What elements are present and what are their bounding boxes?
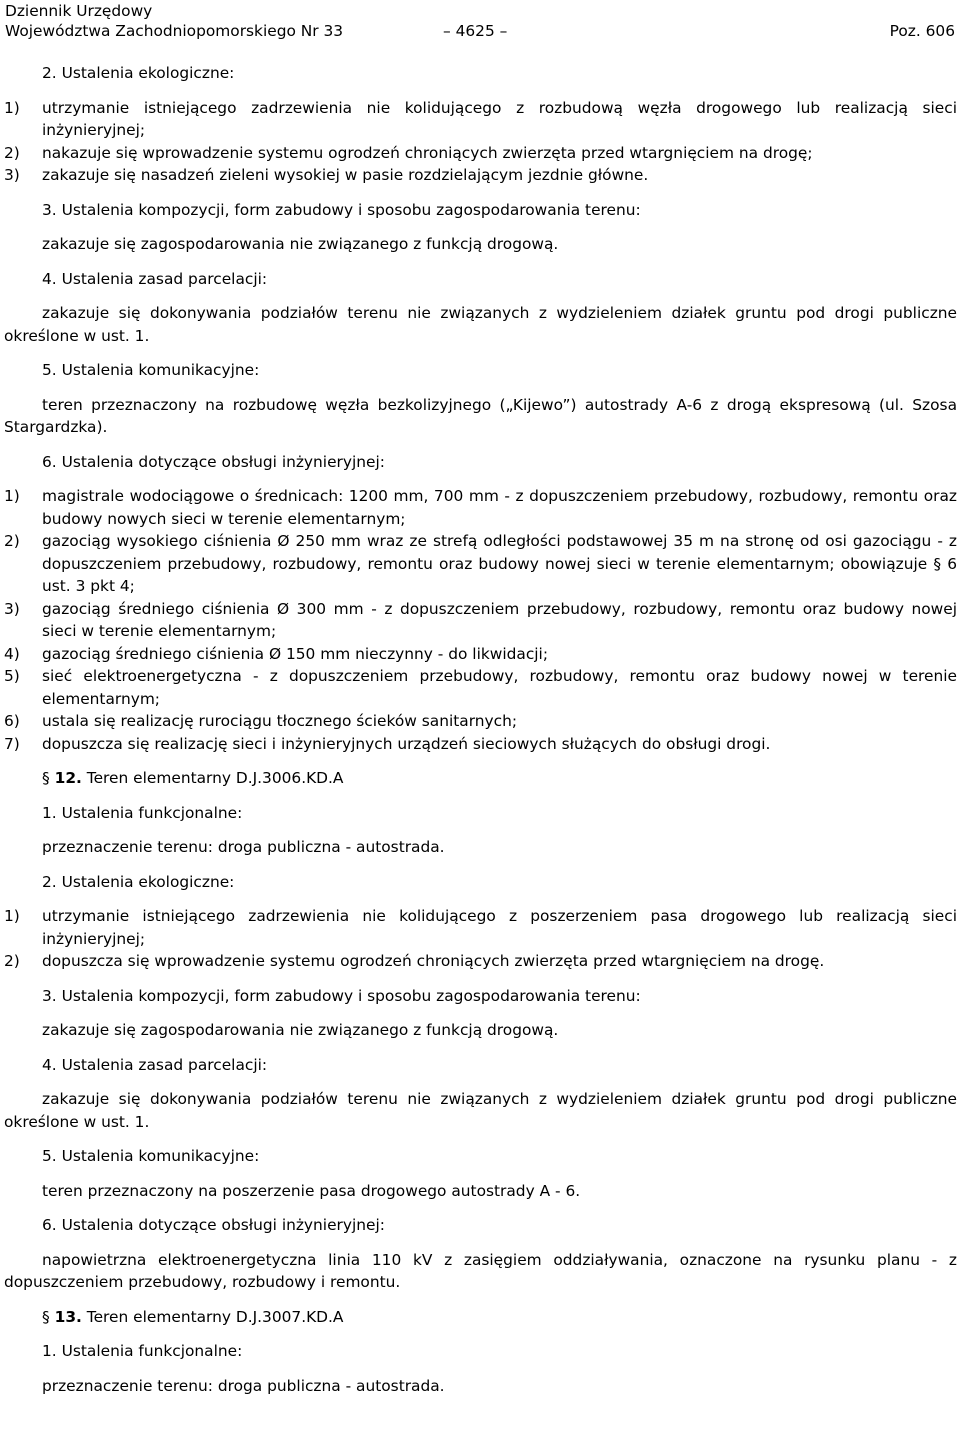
section-text: zakazuje się dokonywania podziałów terenu nie związanych z wydzieleniem działek gruntu pod drogi publiczne określone w ust. 1.: [4, 1090, 957, 1131]
section-text: przeznaczenie terenu: droga publiczna - autostrada.: [42, 1376, 445, 1395]
paragraph-title: Teren elementarny D.J.3006.KD.A: [86, 769, 344, 787]
section-text: napowietrzna elektroenergetyczna linia 110 kV z zasięgiem oddziaływania, oznaczone na rysunku planu - z dopuszczeniem przebudowy, rozbudowy i remontu.: [4, 1250, 957, 1291]
paragraph-title: Teren elementarny D.J.3007.KD.A: [86, 1307, 344, 1326]
section-text: teren przeznaczony na poszerzenie pasa drogowego autostrady A - 6.: [42, 1181, 581, 1200]
item-number: 3): [4, 166, 20, 184]
section-heading: 5. Ustalenia komunikacyjne:: [42, 361, 260, 379]
section-heading: 3. Ustalenia kompozycji, form zabudowy i sposobu zagospodarowania terenu:: [42, 200, 641, 219]
list-item: [4, 598, 957, 643]
paragraph-heading-12: [4, 767, 957, 790]
list-item: [4, 643, 957, 666]
item-text: gazociąg wysokiego ciśnienia Ø 250 mm wraz ze strefą odległości podstawowej 35 m na stronę od osi gazociągu - z dopuszczeniem przebudowy, rozbudowy, remontu oraz budowy nowej sieci w terenie elementarnym; obowiązuje § 6 ust. 3 pkt 4;: [42, 532, 957, 595]
list-item: [4, 733, 957, 756]
item-list: [4, 485, 957, 755]
item-text: gazociąg średniego ciśnienia Ø 300 mm - z dopuszczeniem przebudowy, rozbudowy, remontu oraz budowy nowej sieci w terenie elementarnym;: [42, 599, 957, 640]
journal-line1: Dziennik Urzędowy: [5, 2, 153, 20]
item-text: sieć elektroenergetyczna - z dopuszczeniem przebudowy, rozbudowy, remontu oraz budowy nowej w terenie elementarnym;: [42, 667, 957, 708]
item-text: gazociąg średniego ciśnienia Ø 150 mm nieczynny - do likwidacji;: [42, 644, 549, 663]
section-heading: 1. Ustalenia funkcjonalne:: [42, 1342, 243, 1360]
list-item: [4, 665, 957, 710]
position-number: Poz. 606: [889, 22, 955, 40]
list-item: [4, 142, 957, 165]
item-text: zakazuje się nasadzeń zieleni wysokiej w pasie rozdzielającym jezdnie główne.: [42, 166, 649, 184]
item-number: 1): [4, 98, 20, 117]
section-text: zakazuje się dokonywania podziałów terenu nie związanych z wydzieleniem działek gruntu pod drogi publiczne określone w ust. 1.: [4, 304, 957, 345]
item-number: 5): [4, 667, 20, 685]
paragraph-number: 13.: [54, 1307, 82, 1326]
item-number: 4): [4, 644, 20, 663]
paragraph-heading-13: [4, 1306, 957, 1329]
item-number: 6): [4, 712, 20, 730]
item-number: 3): [4, 599, 20, 618]
item-text: nakazuje się wprowadzenie systemu ogrodzeń chroniących zwierzęta przed wtargnięciem na drogę;: [42, 143, 813, 162]
item-text: ustala się realizację rurociągu tłocznego ścieków sanitarnych;: [42, 712, 518, 730]
section-heading: 6. Ustalenia dotyczące obsługi inżynieryjnej:: [42, 1216, 385, 1234]
list-item: [4, 97, 957, 142]
section-heading: 2. Ustalenia ekologiczne:: [42, 64, 235, 82]
journal-line2: Województwa Zachodniopomorskiego Nr 33: [5, 22, 344, 40]
item-list: [4, 97, 957, 187]
section-heading: 4. Ustalenia zasad parcelacji:: [42, 1055, 268, 1074]
item-text: dopuszcza się realizację sieci i inżynieryjnych urządzeń sieciowych służących do obsługi drogi.: [42, 734, 771, 753]
list-item: [4, 485, 957, 530]
item-number: 7): [4, 734, 20, 753]
item-text: magistrale wodociągowe o średnicach: 1200 mm, 700 mm - z dopuszczeniem przebudowy, rozbudowy, remontu oraz budowy nowych sieci w terenie elementarnym;: [42, 487, 957, 528]
list-item: [4, 905, 957, 950]
page-number: – 4625 –: [443, 22, 508, 40]
item-number: 2): [4, 532, 20, 550]
item-text: dopuszcza się wprowadzenie systemu ogrodzeń chroniących zwierzęta przed wtargnięciem na drogę.: [42, 952, 825, 970]
section-heading: 5. Ustalenia komunikacyjne:: [42, 1147, 260, 1165]
section-text: przeznaczenie terenu: droga publiczna - autostrada.: [42, 838, 445, 856]
paragraph-sign: §: [42, 1307, 50, 1326]
item-text: utrzymanie istniejącego zadrzewienia nie kolidującego z poszerzeniem pasa drogowego lub realizacją sieci inżynieryjnej;: [42, 907, 957, 948]
section-heading: 1. Ustalenia funkcjonalne:: [42, 803, 243, 822]
document-body: [4, 62, 957, 1397]
item-number: 1): [4, 487, 20, 505]
list-item: [4, 164, 957, 187]
item-number: 2): [4, 143, 20, 162]
list-item: [4, 710, 957, 733]
item-list: [4, 905, 957, 973]
list-item: [4, 530, 957, 598]
paragraph-number: 12.: [54, 769, 82, 787]
item-text: utrzymanie istniejącego zadrzewienia nie kolidującego z rozbudową węzła drogowego lub realizacją sieci inżynieryjnej;: [42, 98, 957, 139]
section-heading: 2. Ustalenia ekologiczne:: [42, 872, 235, 891]
list-item: [4, 950, 957, 973]
section-text: teren przeznaczony na rozbudowę węzła bezkolizyjnego („Kijewo”) autostrady A-6 z drogą ekspresową (ul. Szosa Stargardzka).: [4, 395, 957, 436]
section-heading: 3. Ustalenia kompozycji, form zabudowy i sposobu zagospodarowania terenu:: [42, 986, 641, 1005]
item-number: 2): [4, 952, 20, 970]
paragraph-sign: §: [42, 769, 50, 787]
item-number: 1): [4, 907, 20, 925]
section-text: zakazuje się zagospodarowania nie związanego z funkcją drogową.: [42, 1021, 559, 1039]
section-heading: 6. Ustalenia dotyczące obsługi inżynieryjnej:: [42, 452, 385, 471]
section-heading: 4. Ustalenia zasad parcelacji:: [42, 269, 268, 288]
section-text: zakazuje się zagospodarowania nie związanego z funkcją drogową.: [42, 235, 559, 253]
